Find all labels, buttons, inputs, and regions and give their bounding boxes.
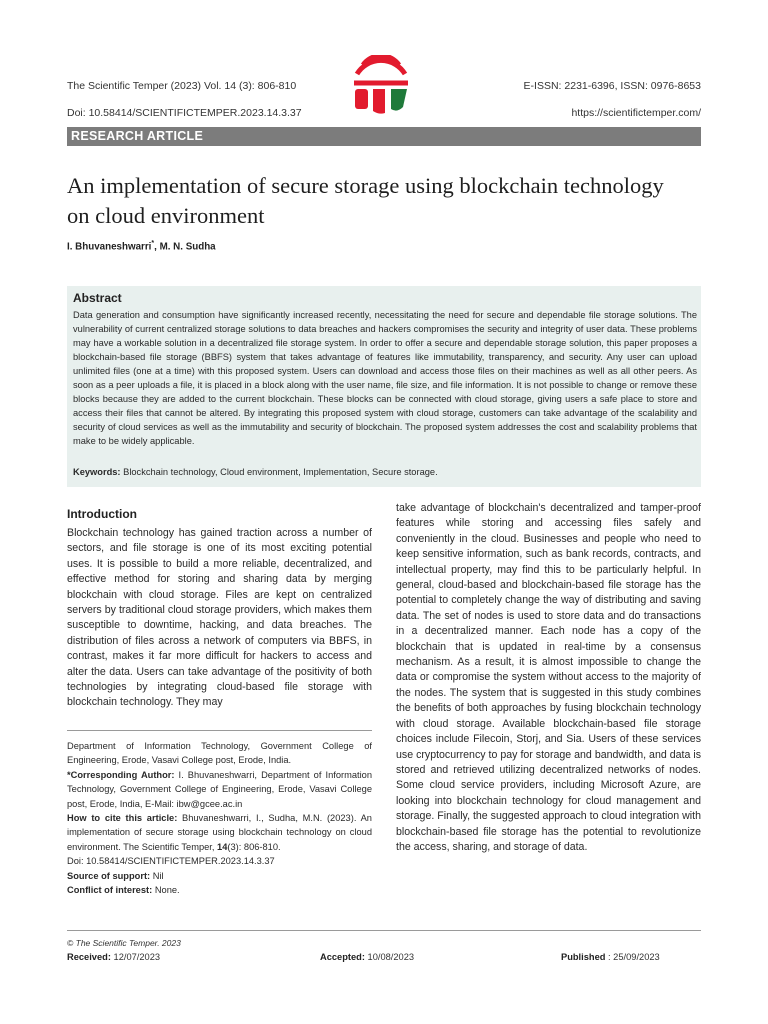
support-text: Nil: [150, 870, 164, 881]
conflict-text: None.: [152, 885, 180, 896]
logo-block-center: [373, 89, 385, 114]
journal-url[interactable]: https://scientifictemper.com/: [571, 107, 701, 119]
abstract-text: Data generation and consumption have significantly increased recently, necessitating the need for secure and dependable file storage solutions. The vulnerability of current centralized storage solutions to data breaches and hackers compromises the security and integrity of user data. These problems may have a workable solution in a decentralized file storage system. In order to offer a secure and dependable storage solution, this paper proposes a blockchain-based file storage (BBFS) system that takes advantage of features like immutability, transparency, and security. Any user can upload unlimited files (one at a time) with this proposed system. Users can download and access those files on their machines as well as all other peers. As soon as a peer uploads a file, it is placed in a block along with the user name, file size, and file information. It is not possible to change or remove these blocks because they are added to the current blockchain. These blocks can be connected with cloud storage, giving users a safe place to store and access their files that cannot be altered. By integrating this proposed system with cloud storage, customers can take advantage of the scalability and security of cloud services as well as the immutability and security of blockchain. The proposed system addresses the cost and scalability problems that make to be widely applicable.: [73, 310, 697, 447]
received-value: 12/07/2023: [110, 952, 161, 962]
issn-line: E-ISSN: 2231-6396, ISSN: 0976-8653: [523, 80, 701, 92]
support-label: Source of support:: [67, 870, 151, 881]
keywords-text: Blockchain technology, Cloud environment, Implementation, Secure storage.: [123, 467, 438, 477]
published-value: : 25/09/2023: [605, 952, 660, 962]
copyright-notice: © The Scientific Temper. 2023: [67, 938, 181, 948]
accepted-date: [320, 952, 414, 962]
body-column-left: Blockchain technology has gained traction across a number of sectors, and file storage is one of its most exciting potential uses. It is possible to build a more reliable, decentralized, and effective method for storing and sharing data by merging blockchain with cloud storage. Files are kept on centralized servers by traditional cloud storage providers, which makes them susceptible to downtime, hacking, and data breaches. The distribution of files across a network of computers via BBFS, in contrast, makes it far more difficult for hackers to access and alter the data. Users can take advantage of the positivity of both technologies by integrating cloud-based file storage with blockchain technology. They may: [67, 527, 372, 709]
keywords-line: [73, 467, 697, 477]
citation-label: How to cite this article:: [67, 813, 178, 824]
article-type-banner: RESEARCH ARTICLE: [67, 127, 701, 146]
footnote-doi: Doi: 10.58414/SCIENTIFICTEMPER.2023.14.3.37: [67, 856, 275, 867]
footnote-divider: [67, 730, 372, 731]
accepted-label: Accepted:: [320, 952, 365, 962]
accepted-value: 10/08/2023: [364, 952, 415, 962]
conflict-label: Conflict of interest:: [67, 885, 153, 896]
logo-block-right: [391, 89, 407, 111]
footer-divider: [67, 930, 701, 931]
paper-title: An implementation of secure storage using blockchain technology on cloud environment: [67, 173, 664, 228]
section-heading-introduction: Introduction: [67, 507, 137, 521]
author-others: , M. N. Sudha: [154, 241, 216, 253]
received-label: Received:: [67, 952, 111, 962]
citation: [67, 811, 372, 854]
corresponding-mark: *: [151, 240, 155, 247]
logo-block-left: [355, 89, 368, 109]
abstract-heading: Abstract: [73, 291, 122, 305]
source-of-support: [67, 869, 372, 883]
doi-line: Doi: 10.58414/SCIENTIFICTEMPER.2023.14.3.37: [67, 107, 302, 119]
corresponding-text: I. Bhuvaneshwarri, Department of Information Technology, Government College of Engineering, Erode, Vasavi College post, Erode, India, E-Mail: ibw@gcee.ac.in: [67, 769, 372, 809]
published-date: [561, 952, 660, 962]
published-label: Published: [561, 952, 606, 962]
journal-citation-line: The Scientific Temper (2023) Vol. 14 (3): 806-810: [67, 80, 297, 92]
citation-volume: 14: [217, 841, 228, 852]
conflict-of-interest: [67, 883, 372, 897]
author-1: I. Bhuvaneshwarri: [67, 241, 152, 253]
corresponding-label: *Corresponding Author:: [67, 769, 175, 780]
journal-logo: [351, 55, 411, 117]
body-column-right: take advantage of blockchain's decentralized and tamper-proof features while storing and accessing files safely and conveniently in the cloud. Businesses and people who need to keep sensitive information, such as bank records, contracts, and intellectual property, may find this to be particularly helpful. In general, cloud-based and blockchain-based file storage has the potential to completely change the way of distributing and saving data. The set of nodes is used to store data and do transactions in a decentralized manner. Each node has a copy of the blockchain that is updated in real-time by a consensus mechanism. As a result, it is almost impossible to change the data or compromise the system without access to the majority of the nodes. The system that is suggested in this study combines the benefits of both approaches by fusing blockchain technology with cloud storage. Available blockchain-based file storage choices include Filecoin, Storj, and Sia. Users of these services use cryptocurrency to pay for storage and bandwidth, and data is stored and retrieved utilizing decentralized networks of nodes. Some cloud service providers, including Microsoft Azure, are looking into blockchain technology for cloud management and storage. Finally, the suggested approach to cloud integration with blockchain-based file storage has the potential to revolutionize the access, sharing, and storage of data.: [396, 502, 701, 853]
corresponding-author: [67, 768, 372, 811]
keywords-label: Keywords:: [73, 467, 121, 477]
citation-text: Bhuvaneshwarri, I., Sudha, M.N. (2023). An implementation of secure storage using blockchain technology on cloud environment. The Scientific Temper,: [67, 813, 372, 852]
footnotes: [67, 739, 372, 897]
affiliation: Department of Information Technology, Government College of Engineering, Erode, Vasavi College post, Erode, India.: [67, 741, 372, 766]
author-list: [67, 240, 216, 252]
received-date: [67, 952, 160, 962]
citation-pages: (3): 806-810.: [227, 841, 281, 852]
